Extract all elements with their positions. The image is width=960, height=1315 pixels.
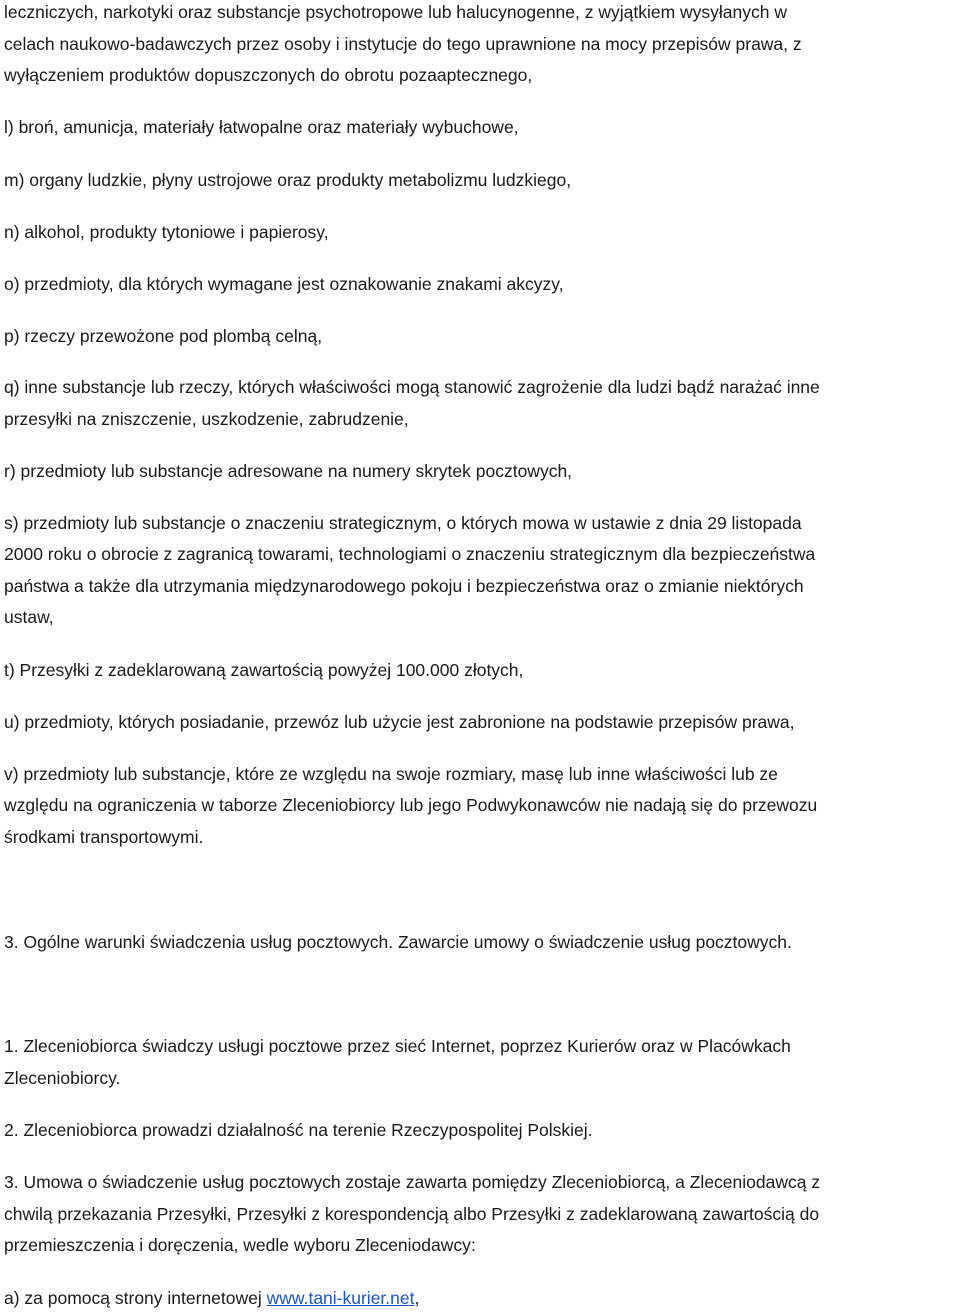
item-s-line-4: ustaw, [4,607,54,627]
item-v-line-3: środkami transportowymi. [4,827,204,847]
item-a-suffix: , [414,1288,420,1308]
paragraph-1-line-1: 1. Zleceniobiorca świadczy usługi pocztowe przez sieć Internet, poprzez Kurierów oraz w Placówkach [4,1036,791,1056]
section-heading: 3. Ogólne warunki świadczenia usług pocztowych. Zawarcie umowy o świadczenie usług pocztowych. [4,932,792,952]
item-o: o) przedmioty, dla których wymagane jest oznakowanie znakami akcyzy, [4,274,564,294]
item-p: p) rzeczy przewożone pod plombą celną, [4,326,323,346]
item-k-line-3: wyłączeniem produktów dopuszczonych do obrotu pozaaptecznego, [4,65,533,85]
item-a [4,1287,419,1309]
item-a-prefix: a) za pomocą strony internetowej [4,1288,267,1308]
item-s-line-2: 2000 roku o obrocie z zagranicą towarami, technologiami o znaczeniu strategicznym dla bezpieczeństwa [4,544,816,564]
paragraph-2: 2. Zleceniobiorca prowadzi działalność na terenie Rzeczypospolitej Polskiej. [4,1120,593,1140]
item-m: m) organy ludzkie, płyny ustrojowe oraz produkty metabolizmu ludzkiego, [4,170,572,190]
item-t: t) Przesyłki z zadeklarowaną zawartością powyżej 100.000 złotych, [4,660,524,680]
item-v-line-2: względu na ograniczenia w taborze Zleceniobiorcy lub jego Podwykonawców nie nadają się do przewozu [4,795,818,815]
item-n: n) alkohol, produkty tytoniowe i papierosy, [4,222,329,242]
item-l: l) broń, amunicja, materiały łatwopalne oraz materiały wybuchowe, [4,117,519,137]
paragraph-3-line-3: przemieszczenia i doręczenia, wedle wyboru Zleceniodawcy: [4,1235,476,1255]
paragraph-3-line-2: chwilą przekazania Przesyłki, Przesyłki z korespondencją albo Przesyłki z zadeklarowaną zawartością do [4,1204,820,1224]
paragraph-3-line-1: 3. Umowa o świadczenie usług pocztowych zostaje zawarta pomiędzy Zleceniobiorcą, a Zleceniodawcą z [4,1172,821,1192]
paragraph-1-line-2: Zleceniobiorcy. [4,1068,121,1088]
item-u: u) przedmioty, których posiadanie, przewóz lub użycie jest zabronione na podstawie przepisów prawa, [4,712,795,732]
item-v-line-1: v) przedmioty lub substancje, które ze względu na swoje rozmiary, masę lub inne właściwości lub ze [4,764,778,784]
website-link[interactable]: www.tani-kurier.net [266,1288,415,1308]
item-r: r) przedmioty lub substancje adresowane na numery skrytek pocztowych, [4,461,573,481]
item-s-line-1: s) przedmioty lub substancje o znaczeniu strategicznym, o których mowa w ustawie z dnia 29 listopada [4,513,802,533]
item-q-line-2: przesyłki na zniszczenie, uszkodzenie, zabrudzenie, [4,409,409,429]
item-k-line-1: leczniczych, narkotyki oraz substancje psychotropowe lub halucynogenne, z wyjątkiem wysyłanych w [4,2,788,22]
item-s-line-3: państwa a także dla utrzymania międzynarodowego pokoju i bezpieczeństwa oraz o zmianie niektórych [4,576,804,596]
item-q-line-1: q) inne substancje lub rzeczy, których właściwości mogą stanowić zagrożenie dla ludzi bądź narażać inne [4,377,820,397]
item-k-line-2: celach naukowo-badawczych przez osoby i instytucje do tego uprawnione na mocy przepisów prawa, z [4,34,802,54]
